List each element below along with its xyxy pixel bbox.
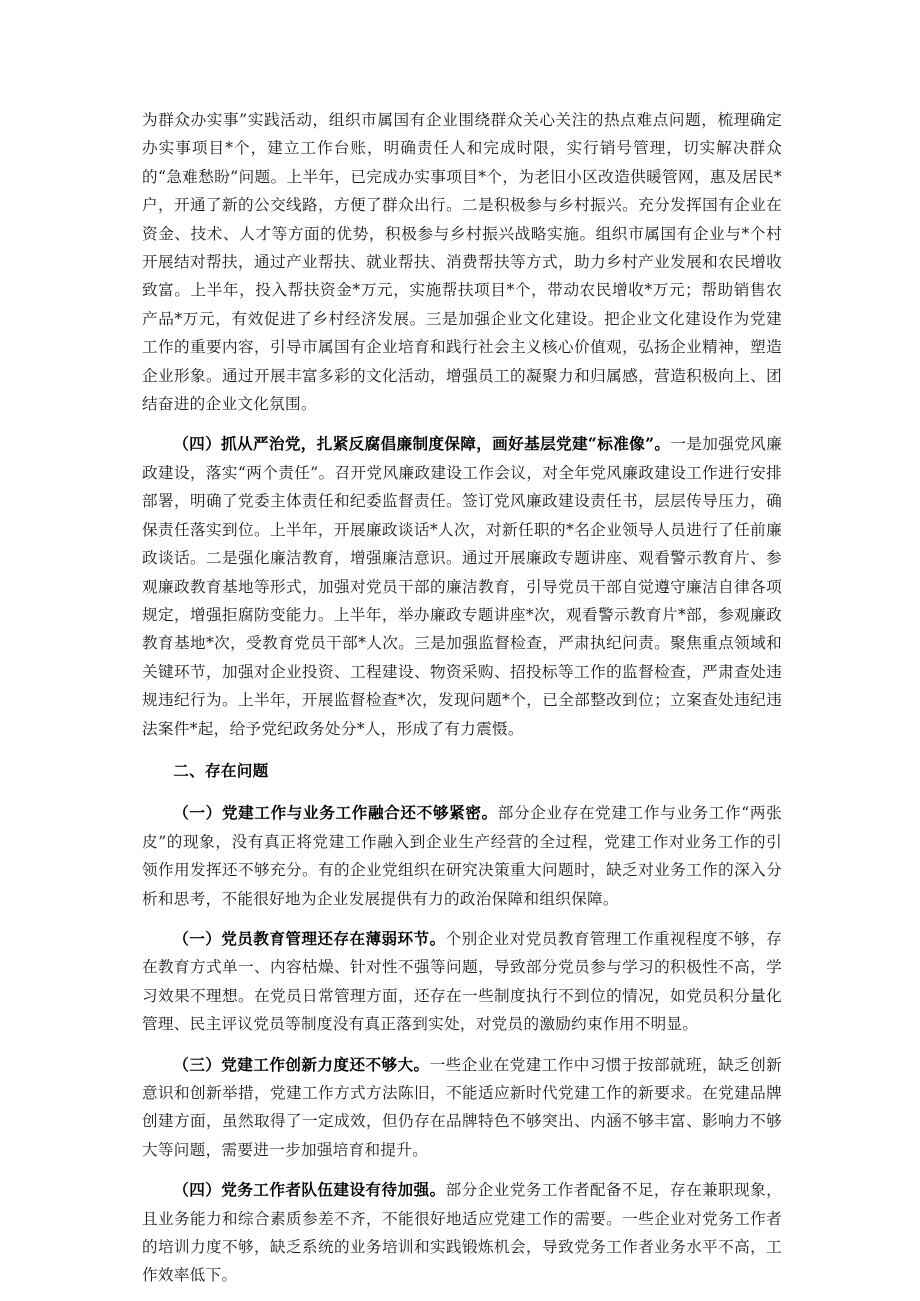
paragraph-lead: （四）抓从严治党，扎紧反腐倡廉制度保障，画好基层党建“标准像”。 bbox=[173, 434, 671, 454]
document-page bbox=[142, 106, 782, 1290]
paragraph-strict-governance bbox=[142, 430, 782, 742]
paragraph-lead: （一）党员教育管理还存在薄弱环节。 bbox=[173, 928, 446, 948]
paragraph-text: 部分企业党务工作者配备不足，存在兼职现象，且业务能力和综合素质参差不齐，不能很好地适应党建工作的需要。一些企业对党务工作者的培训力度不够，缺乏系统的业务培训和实践锻炼机会，导致党务工作者业务水平不高，工作效率低下。 bbox=[142, 1181, 782, 1285]
paragraph-text: 一些企业在党建工作中习惯于按部就班，缺乏创新意识和创新举措，党建工作方式方法陈旧，不能适应新时代党建工作的新要求。在党建品牌创建方面，虽然取得了一定成效，但仍存在品牌特色不够突出、内涵不够丰富、影响力不够大等问题，需要进一步加强培育和提升。 bbox=[142, 1055, 782, 1159]
paragraph-problem-staff bbox=[142, 1176, 782, 1290]
paragraph-lead: （四）党务工作者队伍建设有待加强。 bbox=[173, 1180, 446, 1200]
paragraph-text: 部分企业存在党建工作与业务工作“两张皮”的现象，没有真正将党建工作融入到企业生产经营的全过程，党建工作对业务工作的引领作用发挥还不够充分。有的企业党组织在研究决策重大问题时，缺乏对业务工作的深入分析和思考，不能很好地为企业发展提供有力的政治保障和组织保障。 bbox=[142, 804, 782, 908]
paragraph-practical-affairs bbox=[142, 106, 782, 418]
paragraph-problem-innovation bbox=[142, 1051, 782, 1165]
paragraph-problem-integration bbox=[142, 799, 782, 913]
paragraph-lead: （三）党建工作创新力度还不够大。 bbox=[173, 1054, 430, 1074]
paragraph-problem-member-education bbox=[142, 925, 782, 1039]
paragraph-text: 一是加强党风廉政建设，落实“两个责任”。召开党风廉政建设工作会议，对全年党风廉政建设工作进行安排部署，明确了党委主体责任和纪委监督责任。签订党风廉政建设责任书，层层传导压力，确保责任落实到位。上半年，开展廉政谈话*人次，对新任职的*名企业领导人员进行了任前廉政谈话。二是强化廉洁教育，增强廉洁意识。通过开展廉政专题讲座、观看警示教育片、参观廉政教育基地等形式，加强对党员干部的廉洁教育，引导党员干部自觉遵守廉洁自律各项规定，增强拒腐防变能力。上半年，举办廉政专题讲座*次，观看警示教育片*部，参观廉政教育基地*次，受教育党员干部*人次。三是加强监督检查，严肃执纪问责。聚焦重点领域和关键环节，加强对企业投资、工程建设、物资采购、招投标等工作的监督检查，严肃查处违规违纪行为。上半年，开展监督检查*次，发现问题*个，已全部整改到位；立案查处违纪违法案件*起，给予党纪政务处分*人，形成了有力震慑。 bbox=[142, 435, 782, 738]
paragraph-lead: （一）党建工作与业务工作融合还不够紧密。 bbox=[173, 803, 498, 823]
paragraph-text: 为群众办实事”实践活动，组织市属国有企业围绕群众关心关注的热点难点问题，梳理确定办实事项目*个，建立工作台账，明确责任人和完成时限，实行销号管理，切实解决群众的“急难愁盼”问题。上半年，已完成办实事项目*个，为老旧小区改造供暖管网，惠及居民*户，开通了新的公交线路，方便了群众出行。二是积极参与乡村振兴。充分发挥国有企业在资金、技术、人才等方面的优势，积极参与乡村振兴战略实施。组织市属国有企业与*个村开展结对帮扶，通过产业帮扶、就业帮扶、消费帮扶等方式，助力乡村产业发展和农民增收致富。上半年，投入帮扶资金*万元，实施帮扶项目*个，带动农民增收*万元；帮助销售农产品*万元，有效促进了乡村经济发展。三是加强企业文化建设。把企业文化建设作为党建工作的重要内容，引导市属国有企业培育和践行社会主义核心价值观，弘扬企业精神，塑造企业形象。通过开展丰富多彩的文化活动，增强员工的凝聚力和归属感，营造积极向上、团结奋进的企业文化氛围。 bbox=[142, 111, 782, 414]
paragraph-text: 个别企业对党员教育管理工作重视程度不够，存在教育方式单一、内容枯燥、针对性不强等问题，导致部分党员参与学习的积极性不高，学习效果不理想。在党员日常管理方面，还存在一些制度执行不到位的情况，如党员积分量化管理、民主评议党员等制度没有真正落到实处，对党员的激励约束作用不明显。 bbox=[142, 929, 782, 1034]
section-heading-problems: 二、存在问题 bbox=[173, 760, 269, 780]
